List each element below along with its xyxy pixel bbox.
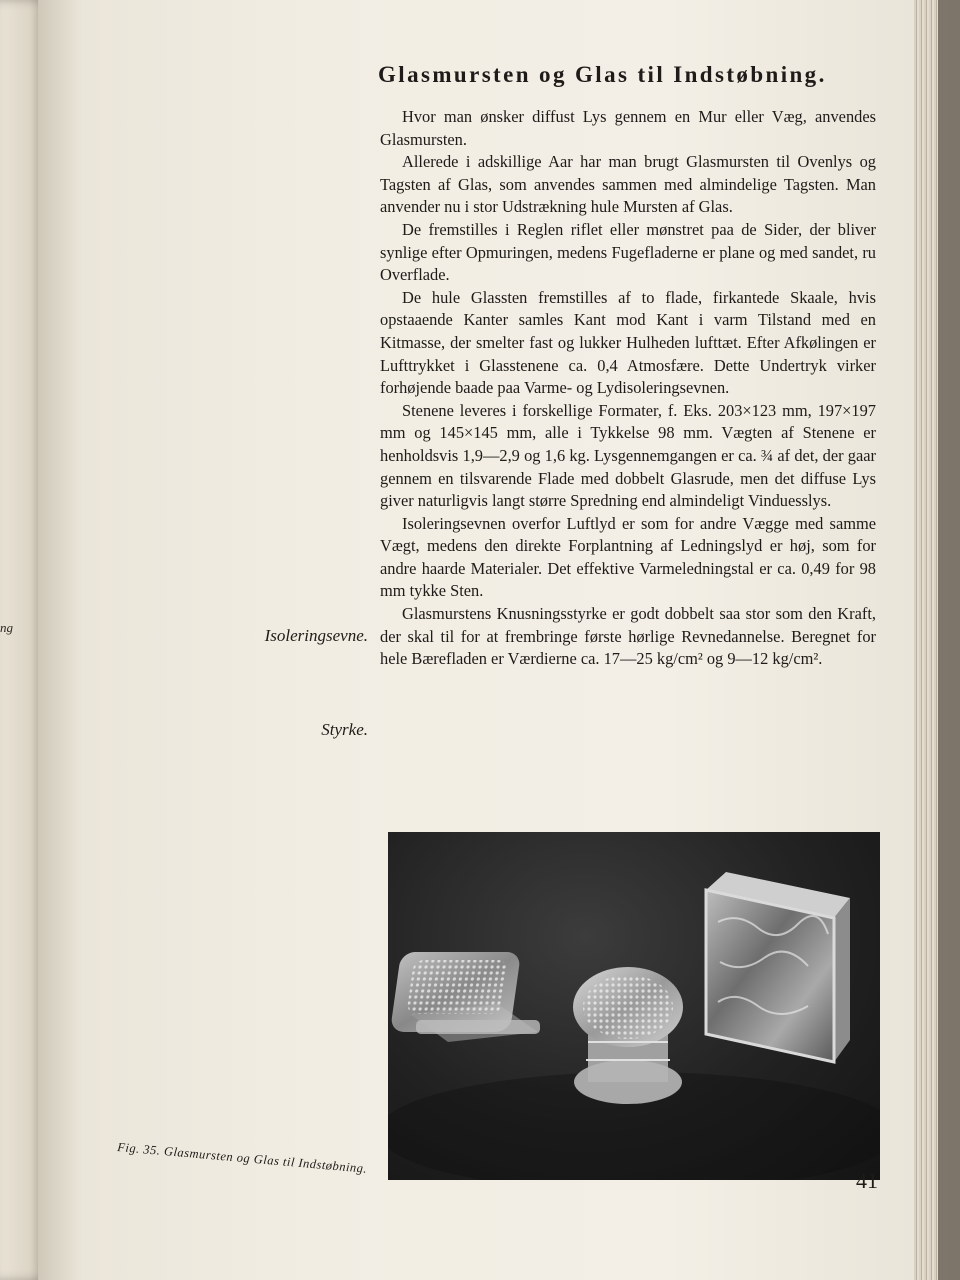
square-glass-block [390,952,540,1042]
body-text [380,106,876,671]
page-number: 41 [856,1168,878,1193]
paragraph: Stenene leveres i forskellige Formater, f. Eks. 203×123 mm, 197×197 mm og 145×145 mm, alle i Tykkelse 98 mm. Vægten af Stenene er henholdsvis 1,9—2,9 og 1,6 kg. Lysgennemgangen er ca. ¾ af det, der gaar gennem en tilsvarende Flade med dobbelt Glasrude, men det diffuse Lys giver naturligvis langt større Spredning end almindeligt Vinduesslys. [380,400,876,511]
glass-blocks-photo [388,832,880,1180]
paragraph: Allerede i adskillige Aar har man brugt Glasmursten til Ovenlys og Tagsten af Glas, som anvendes sammen med almindelige Tagsten. Man anvender nu i stor Udstrækning hule Mursten af Glas. [380,152,876,217]
page-heading: Glasmursten og Glas til Indstøbning. [378,62,827,87]
paragraph-strength: Glasmurstens Knusningsstyrke er godt dobbelt saa stor som den Kraft, der skal til for at frembringe første hørlige Revnedannelse. Beregnet for hele Bærefladen er Værdierne ca. 17—25 kg/cm² og 9—12 kg/cm². [380,604,876,669]
glass-blocks-illustration [388,832,880,1180]
figure-caption: Fig. 35. Glasmursten og Glas til Indstøbning. [116,1140,368,1176]
paragraph-insulation: Isoleringsevnen overfor Luftlyd er som for andre Vægge med samme Vægt, medens den direkte Forplantning af Ledningslyd er høj, som for andre haarde Materialer. Det effektive Varmeledningstal er ca. 0,49 for 98 mm tykke Sten. [380,513,876,601]
page-edges [914,0,938,1280]
paragraph: De fremstilles i Reglen riflet eller mønstret paa de Sider, der bliver synlige efter Opmuringen, medens Fugefladerne er plane og med sandet, ru Overflade. [380,219,876,285]
left-page-fragment: ng [0,620,13,635]
side-label-insulation: Isoleringsevne. [264,626,368,645]
paragraph: De hule Glassten fremstilles af to flade, firkantede Skaale, hvis opstaaende Kanter samles Kant mod Kant i varm Tilstand med en Kitmasse, der smelter fast og lukker Hulheden lufttæt. Efter Afkølingen er Lufttrykket i Glasstenene ca. 0,4 Atmosfære. Dette Undertryk virker forhøjende baade paa Varme- og Lydisoleringsevnen. [380,287,876,398]
upright-glass-brick [706,872,850,1062]
paragraph: Hvor man ønsker diffust Lys gennem en Mur eller Væg, anvendes Glasmursten. [380,107,876,149]
book-page [38,0,938,1280]
side-label-strength: Styrke. [321,720,368,739]
round-glass-block [573,967,683,1104]
